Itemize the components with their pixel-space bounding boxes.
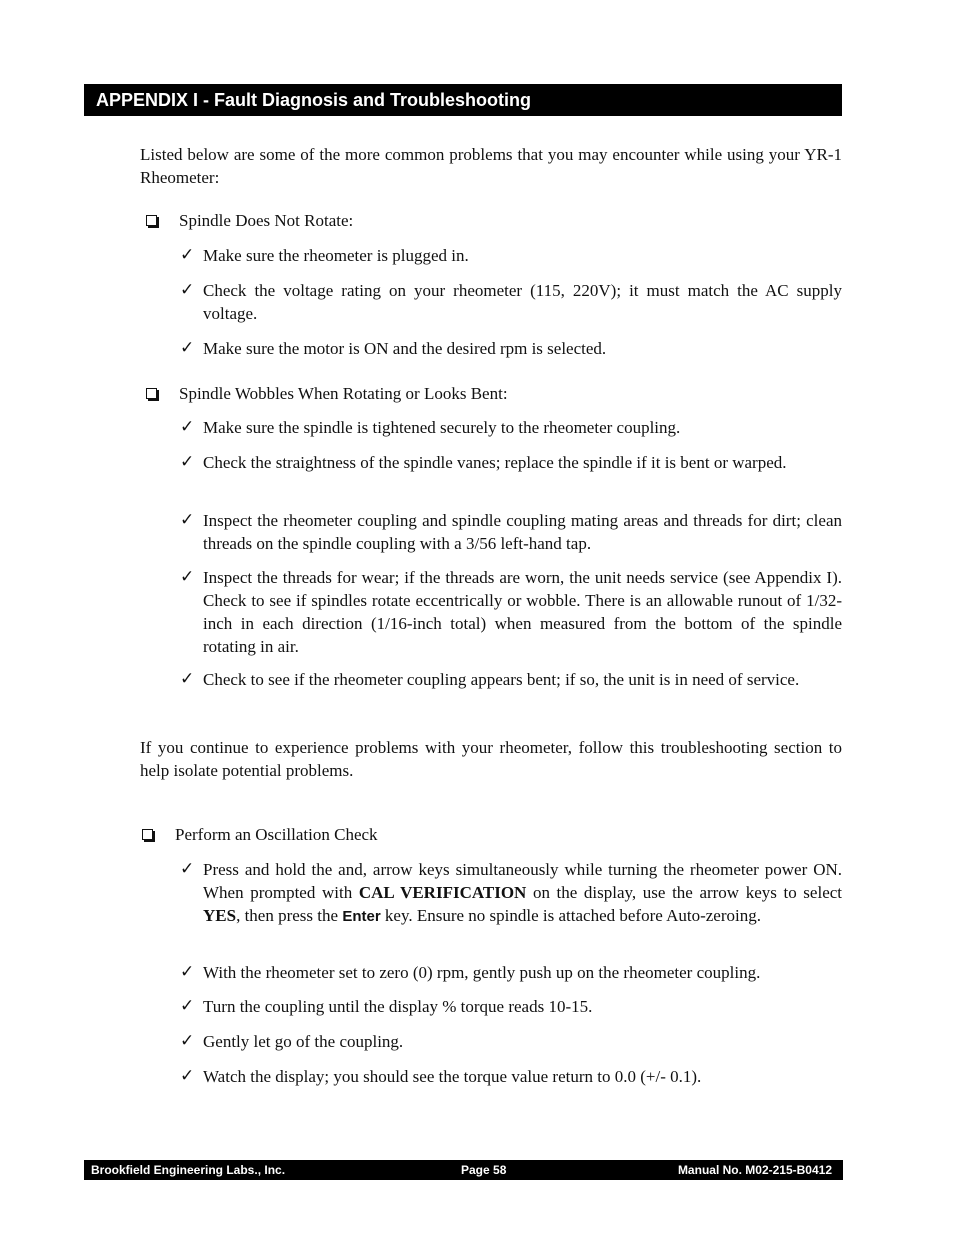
checkmark-icon: ✓ <box>180 280 195 300</box>
check-item <box>180 961 842 984</box>
checkmark-icon: ✓ <box>180 510 195 530</box>
checkmark-icon: ✓ <box>180 859 195 879</box>
section-title: Spindle Does Not Rotate: <box>179 211 354 230</box>
appendix-title: APPENDIX I - Fault Diagnosis and Troubleshooting <box>96 90 532 110</box>
text-run: Press and hold the and, arrow keys simultaneously while turning the rheometer power ON. When prompted with <box>203 860 842 902</box>
check-item <box>180 416 842 439</box>
outro-paragraph: If you continue to experience problems with your rheometer, follow this troubleshooting section to help isolate potential problems. <box>140 738 842 780</box>
checkmark-icon: ✓ <box>180 669 195 689</box>
checkmark-icon: ✓ <box>180 245 195 265</box>
check-item <box>180 566 842 658</box>
appendix-header <box>84 84 842 116</box>
check-item-text: Inspect the threads for wear; if the threads are worn, the unit needs service (see Appendix I). Check to see if spindles rotate eccentrically or wobble. There is an allowable runout of 1/32-inch in each direction (1/16-inch total) when measured from the bottom of the spindle rotating in air. <box>203 568 842 656</box>
footer-company: Brookfield Engineering Labs., Inc. <box>91 1163 286 1177</box>
check-item <box>180 668 842 691</box>
check-item-text: Check the voltage rating on your rheometer (115, 220V); it must match the AC supply voltage. <box>203 281 842 323</box>
check-item-text: Make sure the spindle is tightened securely to the rheometer coupling. <box>203 418 681 437</box>
cal-verification-label: CAL VERIFICATION <box>358 883 527 902</box>
check-item-text <box>203 860 842 925</box>
checkmark-icon: ✓ <box>180 567 195 587</box>
check-item <box>180 858 842 928</box>
check-item <box>180 244 842 267</box>
section-oscillation-check <box>142 823 378 846</box>
text-run: key. Ensure no spindle is attached before Auto-zeroing. <box>380 906 761 925</box>
checkmark-icon: ✓ <box>180 962 195 982</box>
intro-paragraph: Listed below are some of the more common problems that you may encounter while using your YR-1 Rheometer: <box>140 145 842 187</box>
check-item <box>180 1065 842 1088</box>
enter-key-label: Enter <box>342 908 381 925</box>
text-run: on the display, use the arrow keys to select <box>526 883 843 902</box>
section-title: Spindle Wobbles When Rotating or Looks Bent: <box>179 384 508 403</box>
yes-label: YES <box>203 906 237 925</box>
checkmark-icon: ✓ <box>180 338 195 358</box>
check-item <box>180 509 842 555</box>
section-title: Perform an Oscillation Check <box>175 825 378 844</box>
check-item-text: Check to see if the rheometer coupling appears bent; if so, the unit is in need of service. <box>203 670 800 689</box>
check-item-text: Check the straightness of the spindle vanes; replace the spindle if it is bent or warped. <box>203 453 787 472</box>
footer-manual-number: Manual No. M02-215-B0412 <box>677 1163 832 1177</box>
check-item <box>180 995 842 1018</box>
checkmark-icon: ✓ <box>180 452 195 472</box>
text-run: , then press the <box>236 906 343 925</box>
checkbox-icon <box>146 388 157 399</box>
check-item-text: Watch the display; you should see the torque value return to 0.0 (+/- 0.1). <box>203 1067 702 1086</box>
check-item-text: Gently let go of the coupling. <box>203 1032 404 1051</box>
checkmark-icon: ✓ <box>180 996 195 1016</box>
checkmark-icon: ✓ <box>180 1031 195 1051</box>
footer-page-number: Page 58 <box>461 1163 507 1177</box>
checkbox-icon <box>142 829 153 840</box>
check-item <box>180 279 842 325</box>
checkmark-icon: ✓ <box>180 417 195 437</box>
page-footer <box>84 1160 843 1180</box>
check-item-text: With the rheometer set to zero (0) rpm, gently push up on the rheometer coupling. <box>203 963 761 982</box>
check-item-text: Turn the coupling until the display % torque reads 10-15. <box>203 997 593 1016</box>
checkbox-icon <box>146 215 157 226</box>
section-spindle-wobbles <box>146 382 508 405</box>
checkmark-icon: ✓ <box>180 1066 195 1086</box>
check-item <box>180 1030 842 1053</box>
check-item <box>180 337 842 360</box>
check-item-text: Inspect the rheometer coupling and spindle coupling mating areas and threads for dirt; clean threads on the spindle coupling with a 3/56 left-hand tap. <box>203 511 842 553</box>
section-spindle-not-rotate <box>146 209 353 232</box>
check-item-text: Make sure the rheometer is plugged in. <box>203 246 469 265</box>
check-item <box>180 451 842 474</box>
check-item-text: Make sure the motor is ON and the desired rpm is selected. <box>203 339 607 358</box>
